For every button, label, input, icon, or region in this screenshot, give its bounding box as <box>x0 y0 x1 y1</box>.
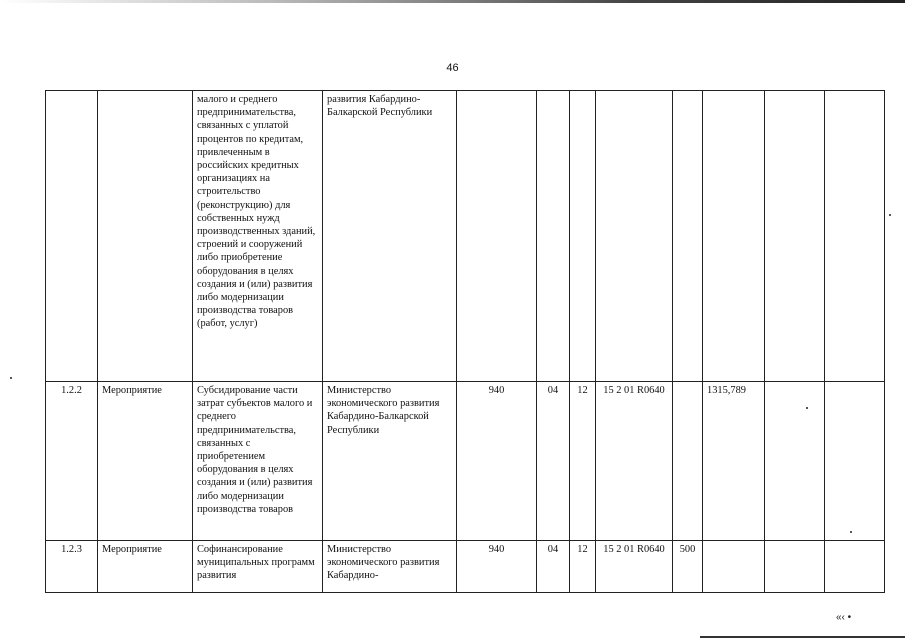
table-row <box>46 382 885 541</box>
scan-speck <box>889 214 891 216</box>
scan-mark-bottom-right: «‹ • <box>836 612 852 623</box>
row-value-1: 1315,789 <box>703 382 765 541</box>
page-number: 46 <box>446 62 459 74</box>
row-value-2 <box>765 541 825 593</box>
row-vr: 500 <box>673 541 703 593</box>
table-row <box>46 541 885 593</box>
row-executor: Министерство экономического развития Кабардино-Балкарской Республики <box>323 382 457 541</box>
scan-edge-top <box>0 0 905 3</box>
row-pr: 12 <box>570 541 596 593</box>
row-name: малого и среднего предпринимательства, связанных с уплатой процентов по кредитам, привлеченным в российских кредитных организациях на строительство (реконструкцию) для собственных нужд производственных зданий, строений и сооружений либо приобретение оборудования в целях создания и (или) развития либо модернизации производства товаров (работ, услуг) <box>193 91 323 382</box>
row-number <box>46 91 98 382</box>
scan-speck <box>10 377 12 379</box>
row-value-1 <box>703 541 765 593</box>
scan-edge-bottom <box>700 636 905 638</box>
row-rz: 04 <box>537 382 570 541</box>
row-value-1 <box>703 91 765 382</box>
row-csr: 15 2 01 R0640 <box>596 541 673 593</box>
row-value-3 <box>825 91 885 382</box>
row-csr <box>596 91 673 382</box>
row-pr <box>570 91 596 382</box>
row-value-2 <box>765 91 825 382</box>
table-row <box>46 91 885 382</box>
row-grbs: 940 <box>457 541 537 593</box>
budget-table <box>45 90 885 593</box>
row-pr: 12 <box>570 382 596 541</box>
row-grbs <box>457 91 537 382</box>
row-status: Мероприятие <box>98 382 193 541</box>
row-name: Софинансирование муниципальных программ развития <box>193 541 323 593</box>
row-rz <box>537 91 570 382</box>
scan-speck <box>806 407 808 409</box>
row-value-2 <box>765 382 825 541</box>
row-csr: 15 2 01 R0640 <box>596 382 673 541</box>
scan-speck <box>850 531 852 533</box>
row-executor: развития Кабардино-Балкарской Республики <box>323 91 457 382</box>
row-name: Субсидирование части затрат субъектов малого и среднего предпринимательства, связанных с приобретением оборудования в целях создания и (или) развития либо модернизации производства товаров <box>193 382 323 541</box>
row-rz: 04 <box>537 541 570 593</box>
row-vr <box>673 91 703 382</box>
row-number: 1.2.2 <box>46 382 98 541</box>
row-value-3 <box>825 382 885 541</box>
row-value-3 <box>825 541 885 593</box>
row-grbs: 940 <box>457 382 537 541</box>
row-status: Мероприятие <box>98 541 193 593</box>
row-vr <box>673 382 703 541</box>
row-executor: Министерство экономического развития Кабардино- <box>323 541 457 593</box>
row-number: 1.2.3 <box>46 541 98 593</box>
row-status <box>98 91 193 382</box>
